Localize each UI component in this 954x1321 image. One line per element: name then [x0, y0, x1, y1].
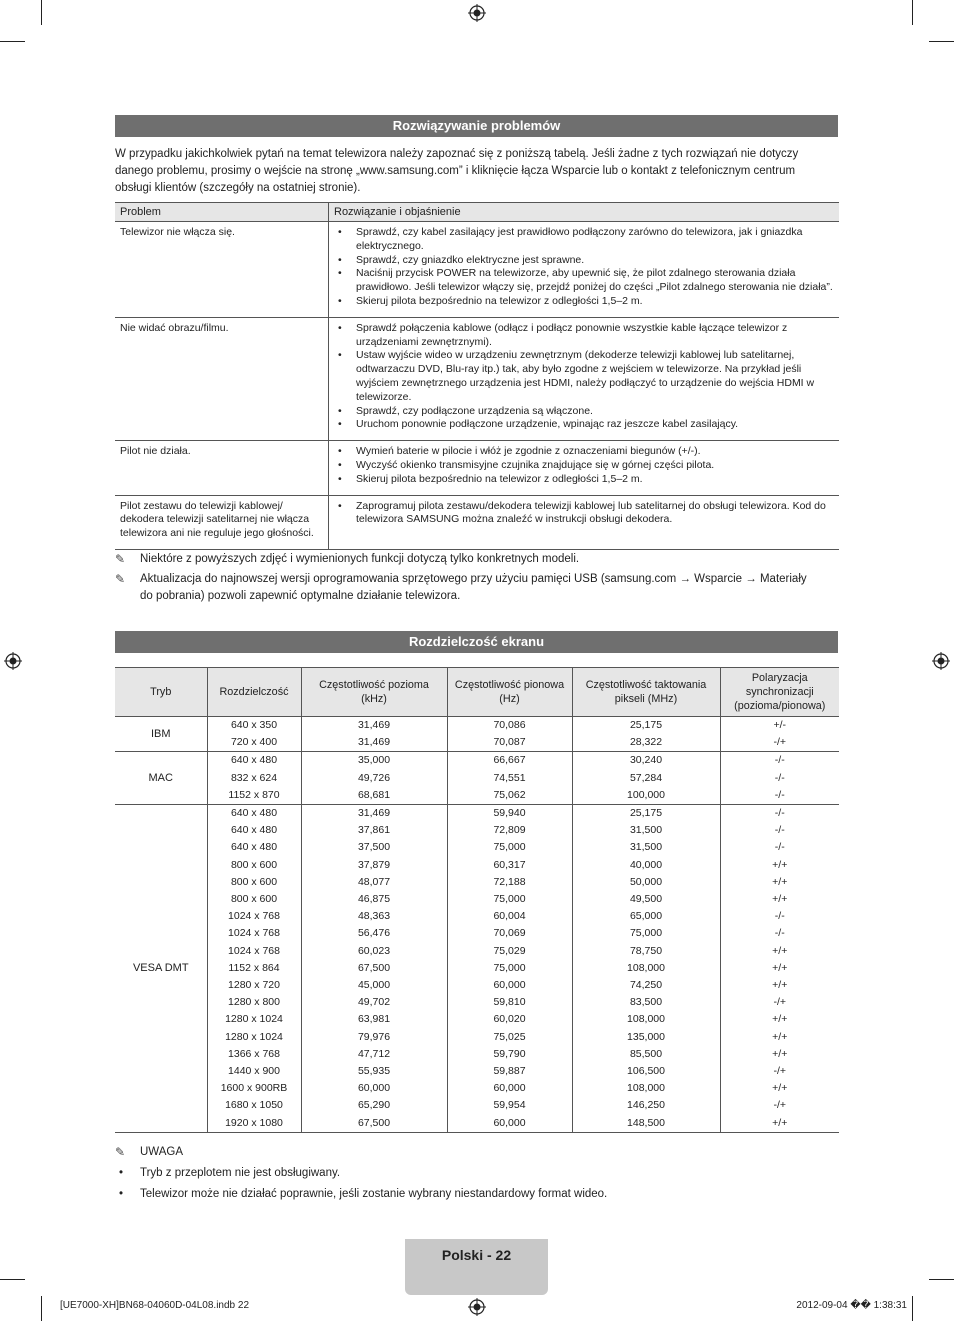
value-cell: -/+ [720, 1063, 839, 1080]
value-cell: 1280 x 1024 [207, 1011, 301, 1028]
column-header: Rozwiązanie i objaśnienie [329, 203, 840, 222]
solution-item: • Wymień baterie w pilocie i włóż je zgodnie z oznaczeniami biegunów (+/-). [350, 445, 834, 459]
table-row [115, 908, 839, 925]
value-cell: 720 x 400 [207, 734, 301, 752]
table-row [115, 943, 839, 960]
intro-paragraph: W przypadku jakichkolwiek pytań na temat telewizora należy zapoznać się z poniższą tabelą. Jeśli żadne z tych rozwiązań nie dotyczy danego problemu, prosimy o wejście na stronę „www.samsung.com” i kliknięcie łącza Wsparcie lub o kontakt z telefonicznym centrum obsługi klientów (szczegóły na ostatniej stronie). [115, 148, 799, 194]
value-cell: 1440 x 900 [207, 1063, 301, 1080]
value-cell: 59,940 [447, 805, 572, 823]
crop-mark [0, 41, 25, 42]
note-item: ✎ Niektóre z powyższych zdjęć i wymienionych funkcji dotyczą tylko konkretnych modeli. [115, 552, 580, 566]
footer-file-name: [UE7000-XH]BN68-04060D-04L08.indb 22 [60, 1300, 250, 1311]
value-cell: 640 x 480 [207, 822, 301, 839]
value-cell: +/+ [720, 891, 839, 908]
crop-mark [912, 0, 913, 25]
value-cell: +/+ [720, 943, 839, 960]
value-cell: 75,000 [447, 960, 572, 977]
table-row [115, 891, 839, 908]
value-cell: +/- [720, 717, 839, 735]
value-cell: 72,188 [447, 874, 572, 891]
value-cell: 70,069 [447, 925, 572, 942]
value-cell: 108,000 [572, 1011, 720, 1028]
value-cell: 800 x 600 [207, 891, 301, 908]
table-row [115, 857, 839, 874]
value-cell: +/+ [720, 1011, 839, 1028]
solution-item: • Skieruj pilota bezpośrednio na telewizor z odległości 1,5–2 m. [350, 295, 834, 309]
value-cell: 59,790 [447, 1046, 572, 1063]
table-row [115, 1097, 839, 1114]
value-cell: +/+ [720, 1115, 839, 1133]
value-cell: 1280 x 720 [207, 977, 301, 994]
troubleshooting-table [115, 202, 839, 550]
value-cell: -/- [720, 908, 839, 925]
table-row [115, 734, 839, 752]
value-cell: 63,981 [301, 1011, 447, 1028]
table-row [115, 495, 839, 549]
value-cell: 640 x 480 [207, 752, 301, 770]
value-cell: -/- [720, 822, 839, 839]
table-row [115, 1080, 839, 1097]
table-row [115, 925, 839, 942]
value-cell: 1366 x 768 [207, 1046, 301, 1063]
solution-cell [329, 222, 840, 318]
value-cell: +/+ [720, 1046, 839, 1063]
value-cell: 60,000 [447, 1080, 572, 1097]
value-cell: 832 x 624 [207, 770, 301, 787]
value-cell: 800 x 600 [207, 857, 301, 874]
value-cell: 78,750 [572, 943, 720, 960]
crop-mark [41, 0, 42, 25]
value-cell: 83,500 [572, 994, 720, 1011]
value-cell: -/+ [720, 994, 839, 1011]
solution-item: • Naciśnij przycisk POWER na telewizorze, aby upewnić się, że pilot zdalnego sterowania działa prawidłowo. Jeśli telewizor włączy się, przejdź poniżej do części „Pilot zdalnego sterowania nie działa”. [350, 267, 834, 295]
value-cell: 108,000 [572, 960, 720, 977]
solution-item: • Ustaw wyjście wideo w urządzeniu zewnętrznym (dekoderze telewizji kablowej lub satelitarnej, odtwarzaczu DVD, Blu-ray itp.) tak, aby było zgodne z wejściem w telewizorze. Na przykład jeśli wyjściem zewnętrznego urządzenia jest HDMI, należy podłączyć to urządzenie do wejścia HDMI w telewizorze. [350, 349, 834, 404]
crop-mark [912, 1296, 913, 1321]
table-row [115, 977, 839, 994]
value-cell: 1920 x 1080 [207, 1115, 301, 1133]
table-row [115, 1029, 839, 1046]
solution-item: • Uruchom ponownie podłączone urządzenie, wpinając raz jeszcze kabel zasilający. [350, 418, 834, 432]
value-cell: 67,500 [301, 960, 447, 977]
value-cell: 59,810 [447, 994, 572, 1011]
mode-cell: MAC [115, 752, 207, 805]
value-cell: 75,000 [447, 839, 572, 856]
table-row [115, 960, 839, 977]
table-row [115, 1115, 839, 1133]
page-number-box [405, 1239, 548, 1295]
value-cell: -/- [720, 805, 839, 823]
crop-mark [0, 1279, 25, 1280]
pencil-icon: ✎ [115, 572, 126, 586]
value-cell: 31,469 [301, 717, 447, 735]
value-cell: 800 x 600 [207, 874, 301, 891]
solution-item: • Skieruj pilota bezpośrednio na telewizor z odległości 1,5–2 m. [350, 473, 834, 487]
solution-item: • Sprawdź, czy kabel zasilający jest prawidłowo podłączony zarówno do telewizora, jak i gniazdka elektrycznego. [350, 226, 834, 254]
table-row [115, 441, 839, 495]
value-cell: 25,175 [572, 717, 720, 735]
section-title-troubleshooting: Rozwiązywanie problemów [115, 115, 838, 137]
table-row [115, 717, 839, 735]
table-row [115, 874, 839, 891]
value-cell: 1024 x 768 [207, 943, 301, 960]
value-cell: 37,861 [301, 822, 447, 839]
value-cell: 48,363 [301, 908, 447, 925]
page-number: Polski - 22 [441, 1247, 512, 1263]
problem-cell: Telewizor nie włącza się. [115, 222, 329, 318]
value-cell: 55,935 [301, 1063, 447, 1080]
value-cell: -/- [720, 770, 839, 787]
value-cell: 68,681 [301, 787, 447, 805]
value-cell: 48,077 [301, 874, 447, 891]
table-row [115, 752, 839, 770]
value-cell: +/+ [720, 1080, 839, 1097]
value-cell: 31,500 [572, 839, 720, 856]
value-cell: 60,317 [447, 857, 572, 874]
value-cell: -/+ [720, 734, 839, 752]
value-cell: 67,500 [301, 1115, 447, 1133]
value-cell: 72,809 [447, 822, 572, 839]
value-cell: 79,976 [301, 1029, 447, 1046]
problem-cell: Pilot zestawu do telewizji kablowej/ dekodera telewizji satelitarnej nie włącza telewizora ani nie reguluje jego głośności. [115, 495, 329, 549]
value-cell: 100,000 [572, 787, 720, 805]
value-cell: 60,020 [447, 1011, 572, 1028]
note-item: ✎ Aktualizacja do najnowszej wersji oprogramowania sprzętowego przy użyciu pamięci USB (samsung.com → Wsparcie → Materiały do pobrania) pozwoli zapewnić optymalne działanie telewizora. [115, 572, 807, 602]
value-cell: 1024 x 768 [207, 925, 301, 942]
value-cell: 60,004 [447, 908, 572, 925]
solution-item: • Sprawdź połączenia kablowe (odłącz i podłącz ponownie wszystkie kable łączące telewizor z urządzeniami zewnętrznymi). [350, 322, 834, 350]
value-cell: 640 x 480 [207, 805, 301, 823]
value-cell: 75,062 [447, 787, 572, 805]
value-cell: 1152 x 870 [207, 787, 301, 805]
value-cell: -/+ [720, 1097, 839, 1114]
value-cell: 37,500 [301, 839, 447, 856]
registration-mark-icon [468, 1298, 486, 1316]
value-cell: -/- [720, 752, 839, 770]
table-row [115, 994, 839, 1011]
value-cell: 640 x 350 [207, 717, 301, 735]
value-cell: 85,500 [572, 1046, 720, 1063]
value-cell: 28,322 [572, 734, 720, 752]
registration-mark-icon [932, 652, 950, 670]
crop-mark [929, 41, 954, 42]
value-cell: 30,240 [572, 752, 720, 770]
solution-item: • Wyczyść okienko transmisyjne czujnika znajdujące się w górnej części pilota. [350, 459, 834, 473]
column-header: Problem [115, 203, 329, 222]
value-cell: 74,250 [572, 977, 720, 994]
value-cell: 35,000 [301, 752, 447, 770]
resolution-table [115, 667, 839, 1133]
remark-bullet: • Telewizor może nie działać poprawnie, jeśli zostanie wybrany niestandardowy format wideo. [115, 1186, 815, 1203]
value-cell: 74,551 [447, 770, 572, 787]
notes [115, 551, 815, 608]
table-row [115, 839, 839, 856]
column-header: Polaryzacja synchronizacji (pozioma/pionowa) [720, 668, 839, 717]
value-cell: 1600 x 900RB [207, 1080, 301, 1097]
solution-item: • Sprawdź, czy podłączone urządzenia są włączone. [350, 405, 834, 419]
mode-cell: VESA DMT [115, 805, 207, 1133]
value-cell: 40,000 [572, 857, 720, 874]
value-cell: 25,175 [572, 805, 720, 823]
section-title-resolution: Rozdzielczość ekranu [115, 631, 838, 653]
value-cell: +/+ [720, 1029, 839, 1046]
value-cell: 46,875 [301, 891, 447, 908]
table-row [115, 805, 839, 823]
table-row [115, 787, 839, 805]
column-header: Częstotliwość taktowania pikseli (MHz) [572, 668, 720, 717]
solution-item: • Zaprogramuj pilota zestawu/dekodera telewizji kablowej lub satelitarnej do obsługi telewizora. Kod do telewizora SAMSUNG można znaleźć w instrukcji obsługi dekodera. [350, 500, 834, 528]
value-cell: 65,290 [301, 1097, 447, 1114]
value-cell: 1152 x 864 [207, 960, 301, 977]
value-cell: +/+ [720, 977, 839, 994]
value-cell: +/+ [720, 960, 839, 977]
value-cell: -/- [720, 839, 839, 856]
value-cell: 148,500 [572, 1115, 720, 1133]
value-cell: 66,667 [447, 752, 572, 770]
value-cell: -/- [720, 787, 839, 805]
solution-item: • Sprawdź, czy gniazdko elektryczne jest sprawne. [350, 254, 834, 268]
value-cell: 60,023 [301, 943, 447, 960]
table-row [115, 222, 839, 318]
registration-mark-icon [4, 652, 22, 670]
value-cell: 49,702 [301, 994, 447, 1011]
registration-mark-icon [468, 4, 486, 22]
table-row [115, 1011, 839, 1028]
mode-cell: IBM [115, 717, 207, 752]
column-header: Tryb [115, 668, 207, 717]
table-row [115, 317, 839, 440]
value-cell: 57,284 [572, 770, 720, 787]
pencil-icon: ✎ [115, 1145, 126, 1159]
pencil-icon: ✎ [115, 552, 126, 566]
value-cell: 75,025 [447, 1029, 572, 1046]
crop-mark [41, 1296, 42, 1321]
value-cell: 59,954 [447, 1097, 572, 1114]
value-cell: 106,500 [572, 1063, 720, 1080]
value-cell: 146,250 [572, 1097, 720, 1114]
value-cell: 1024 x 768 [207, 908, 301, 925]
value-cell: 135,000 [572, 1029, 720, 1046]
value-cell: 1280 x 1024 [207, 1029, 301, 1046]
value-cell: 31,469 [301, 805, 447, 823]
value-cell: 31,500 [572, 822, 720, 839]
value-cell: +/+ [720, 874, 839, 891]
problem-cell: Nie widać obrazu/filmu. [115, 317, 329, 440]
value-cell: 640 x 480 [207, 839, 301, 856]
solution-cell [329, 317, 840, 440]
value-cell: 37,879 [301, 857, 447, 874]
solution-cell [329, 441, 840, 495]
column-header: Częstotliwość pozioma (kHz) [301, 668, 447, 717]
footer-timestamp: 2012-09-04 �� 1:38:31 [796, 1300, 907, 1311]
crop-mark [929, 1279, 954, 1280]
table-row [115, 1063, 839, 1080]
value-cell: 75,000 [447, 891, 572, 908]
column-header: Rozdzielczość [207, 668, 301, 717]
value-cell: 75,000 [572, 925, 720, 942]
problem-cell: Pilot nie działa. [115, 441, 329, 495]
remarks [115, 1144, 815, 1203]
value-cell: -/- [720, 925, 839, 942]
table-row [115, 1046, 839, 1063]
value-cell: 31,469 [301, 734, 447, 752]
value-cell: 45,000 [301, 977, 447, 994]
value-cell: 70,086 [447, 717, 572, 735]
value-cell: 50,000 [572, 874, 720, 891]
value-cell: 59,887 [447, 1063, 572, 1080]
value-cell: 49,726 [301, 770, 447, 787]
table-row [115, 822, 839, 839]
value-cell: 47,712 [301, 1046, 447, 1063]
value-cell: 1680 x 1050 [207, 1097, 301, 1114]
value-cell: 70,087 [447, 734, 572, 752]
solution-cell [329, 495, 840, 549]
remark-bullet: • Tryb z przeplotem nie jest obsługiwany. [115, 1165, 815, 1182]
value-cell: 1280 x 800 [207, 994, 301, 1011]
value-cell: 56,476 [301, 925, 447, 942]
value-cell: 65,000 [572, 908, 720, 925]
value-cell: 60,000 [301, 1080, 447, 1097]
table-row [115, 770, 839, 787]
value-cell: 49,500 [572, 891, 720, 908]
value-cell: 60,000 [447, 977, 572, 994]
value-cell: +/+ [720, 857, 839, 874]
remarks-title: ✎ UWAGA [115, 1145, 184, 1159]
column-header: Częstotliwość pionowa (Hz) [447, 668, 572, 717]
value-cell: 75,029 [447, 943, 572, 960]
value-cell: 108,000 [572, 1080, 720, 1097]
value-cell: 60,000 [447, 1115, 572, 1133]
